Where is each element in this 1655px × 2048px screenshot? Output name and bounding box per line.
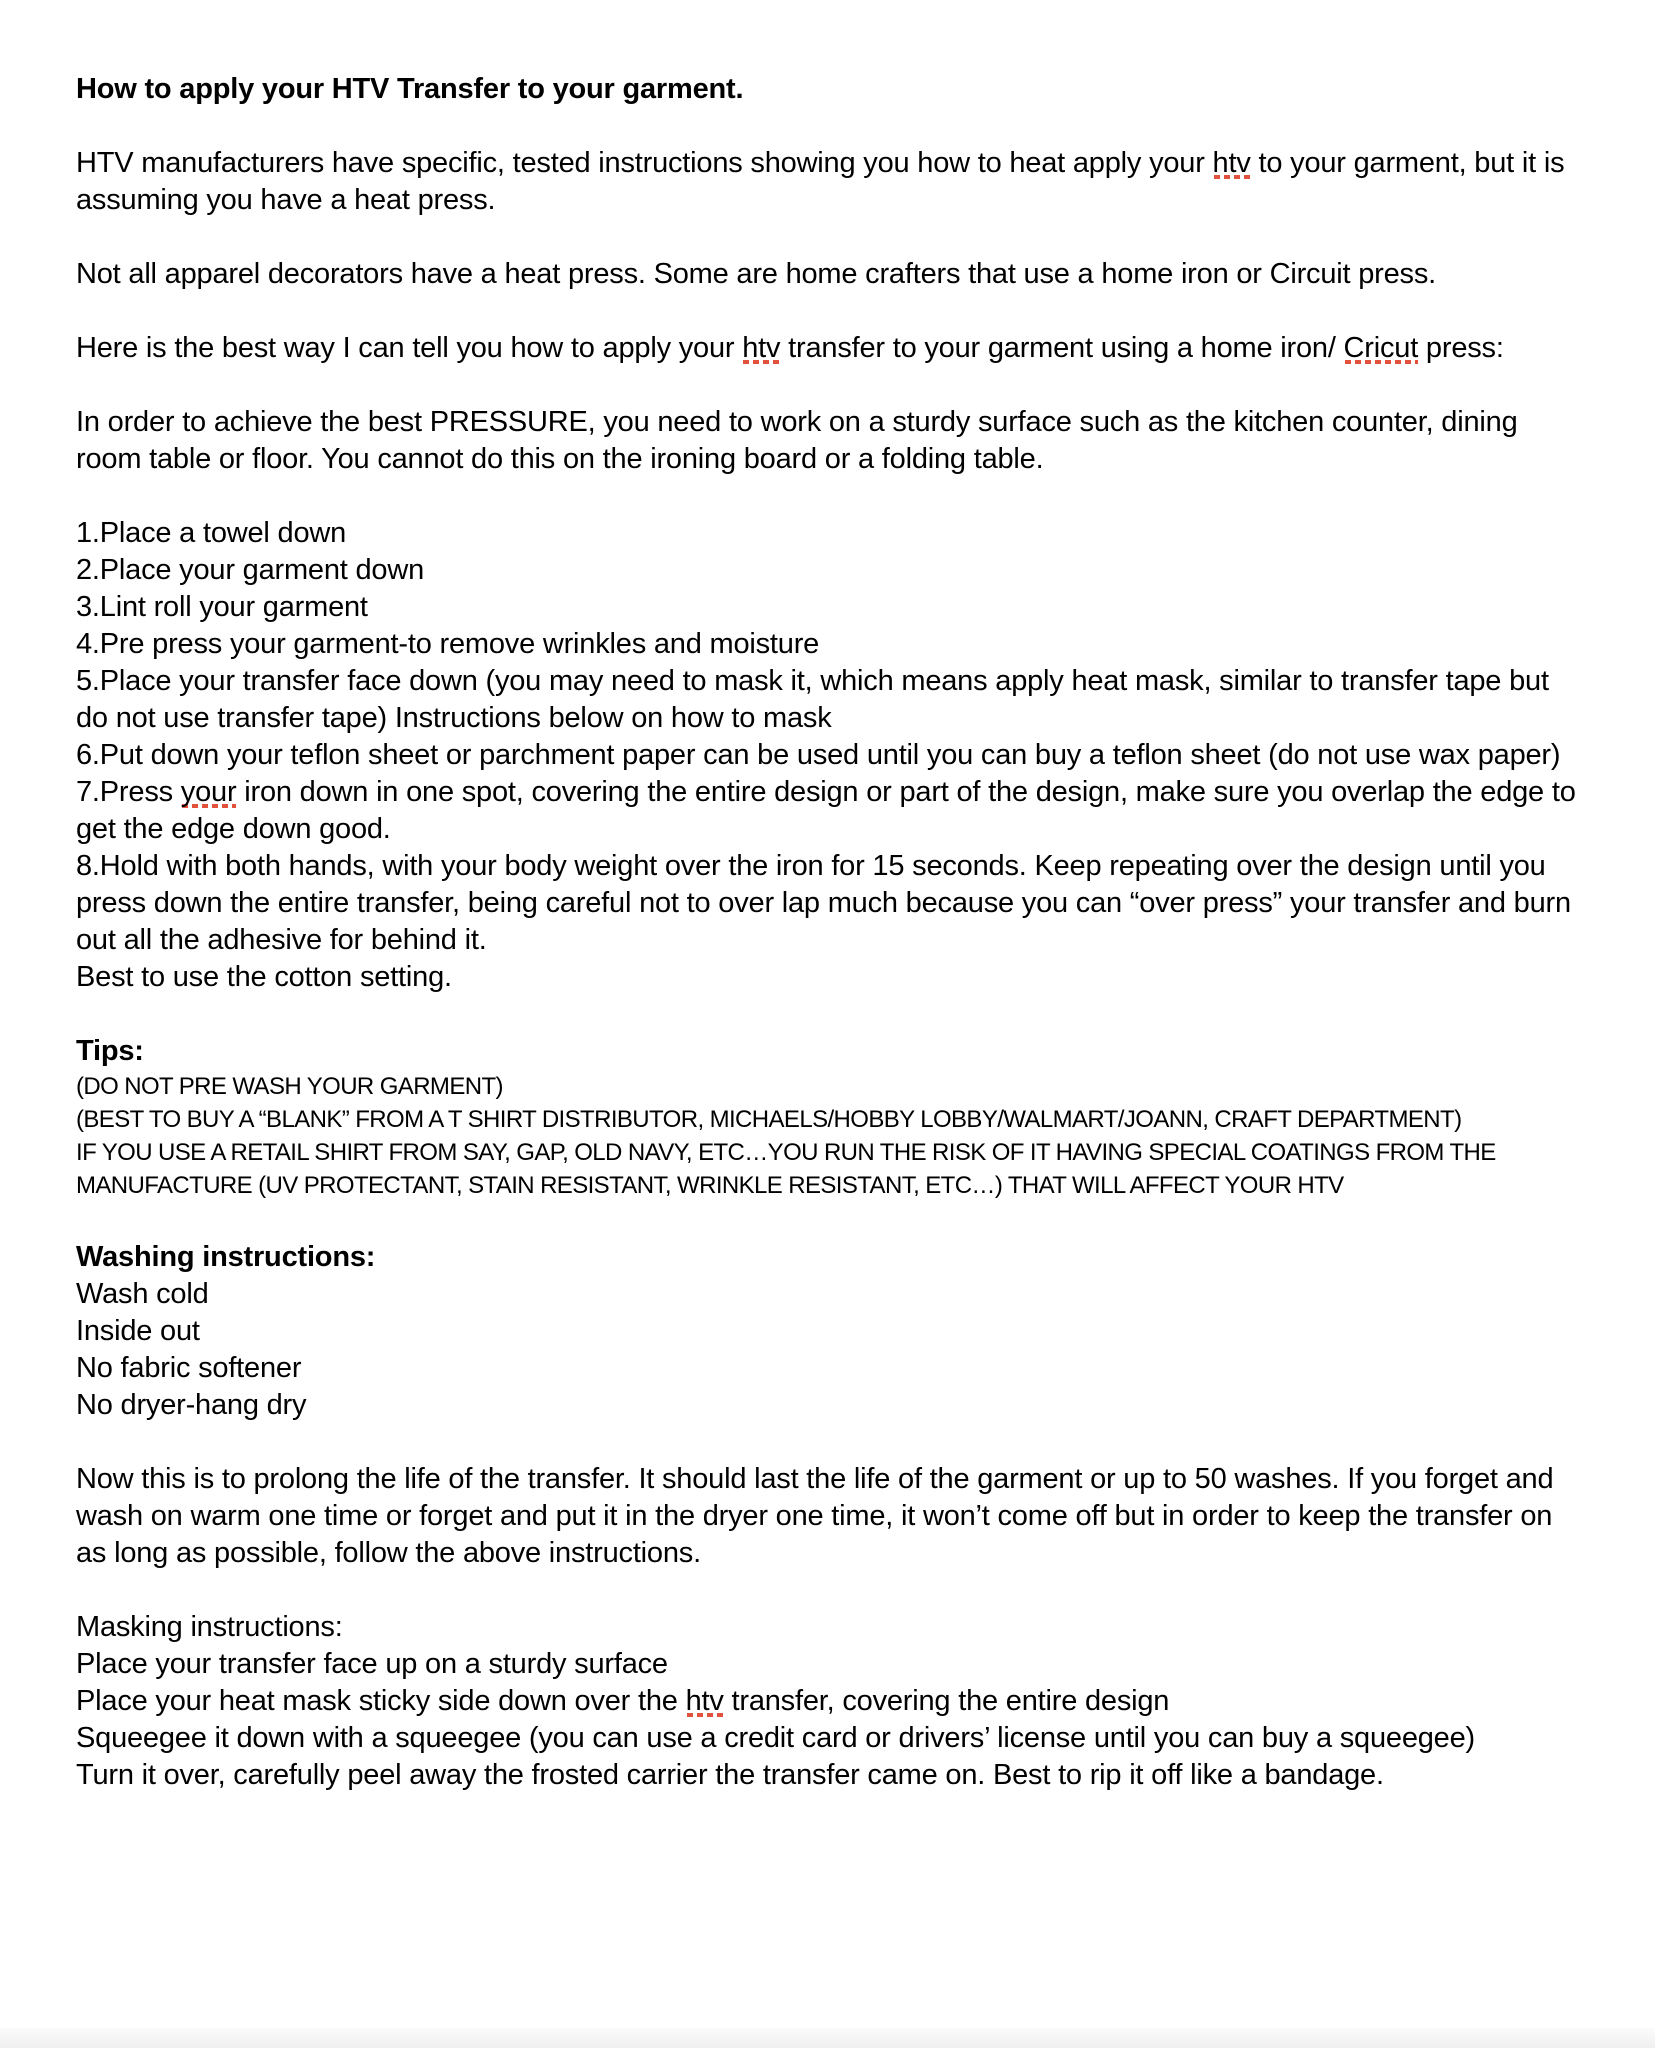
text-run: Place your heat mask sticky side down over the (76, 1685, 686, 1717)
paragraph-prolong (76, 1461, 1585, 1572)
masking-line (76, 1683, 1585, 1720)
misspelled-word: Cricut (1343, 332, 1419, 364)
tip-line: (BEST TO BUY A “BLANK” FROM A T SHIRT DISTRIBUTOR, MICHAELS/HOBBY LOBBY/WALMART/JOANN, CRAFT DEPARTMENT) (76, 1106, 1462, 1133)
paragraph-pressure (76, 404, 1585, 478)
doc-title: How to apply your HTV Transfer to your garment. (76, 73, 744, 105)
masking-line (76, 1720, 1585, 1757)
step-item (76, 774, 1585, 848)
misspelled-word: htv (685, 1685, 724, 1717)
text-run: to your garment, but it is assuming you have a heat press. (76, 147, 1565, 216)
washing-line: Inside out (76, 1315, 200, 1347)
text-run: Place your transfer face up on a sturdy surface (76, 1648, 668, 1680)
misspelled-word: your (180, 776, 237, 808)
washing-section (76, 1239, 1585, 1424)
text-run: iron down in one spot, covering the entire design or part of the design, make sure you overlap the edge to get the edge down good. (76, 776, 1576, 845)
step-item (76, 663, 1585, 737)
washing-heading: Washing instructions: (76, 1241, 376, 1273)
text-run: 1.Place a towel down (76, 517, 347, 549)
misspelled-word: htv (1212, 147, 1251, 179)
step-item-cotton-setting (76, 959, 1585, 996)
tips-heading: Tips: (76, 1035, 144, 1067)
paragraph-intro (76, 145, 1585, 219)
text-run: transfer, covering the entire design (723, 1685, 1170, 1717)
text-run: Now this is to prolong the life of the transfer. It should last the life of the garment or up to 50 washes. If you forget and wash on warm one time or forget and put it in the dryer one time, it won’t come off but in order to keep the transfer on as long as possible, follow the above instructions. (76, 1463, 1554, 1569)
step-item (76, 589, 1585, 626)
masking-section (76, 1609, 1585, 1794)
masking-line (76, 1646, 1585, 1683)
tips-section (76, 1033, 1585, 1202)
window-bottom-edge (0, 2028, 1655, 2048)
washing-line: No fabric softener (76, 1352, 302, 1384)
washing-line: No dryer-hang dry (76, 1389, 307, 1421)
steps-list (76, 515, 1585, 996)
text-run: In order to achieve the best PRESSURE, you need to work on a sturdy surface such as the kitchen counter, dining room table or floor. You cannot do this on the ironing board or a folding table. (76, 406, 1518, 475)
text-run: 4.Pre press your garment-to remove wrinkles and moisture (76, 628, 820, 660)
step-item (76, 515, 1585, 552)
washing-line: Wash cold (76, 1278, 209, 1310)
text-run: 3.Lint roll your garment (76, 591, 368, 623)
text-run: press: (1418, 332, 1504, 364)
paragraph-best-way (76, 330, 1585, 367)
step-item (76, 848, 1585, 959)
step-item (76, 626, 1585, 663)
text-run: Here is the best way I can tell you how to apply your (76, 332, 743, 364)
text-run: 6.Put down your teflon sheet or parchment paper can be used until you can buy a teflon sheet (do not use wax paper) (76, 739, 1561, 771)
text-run: Squeegee it down with a squeegee (you can use a credit card or drivers’ license until you can buy a squeegee) (76, 1722, 1475, 1754)
masking-heading: Masking instructions: (76, 1611, 343, 1643)
text-run: 8.Hold with both hands, with your body weight over the iron for 15 seconds. Keep repeating over the design until you press down the entire transfer, being careful not to over lap much because you can “over press” your transfer and burn out all the adhesive for behind it. (76, 850, 1571, 956)
misspelled-word: htv (742, 332, 781, 364)
text-run: 2.Place your garment down (76, 554, 425, 586)
step-item (76, 552, 1585, 589)
text-run: 5.Place your transfer face down (you may need to mask it, which means apply heat mask, similar to transfer tape but do not use transfer tape) Instructions below on how to mask (76, 665, 1549, 734)
text-run: Not all apparel decorators have a heat press. Some are home crafters that use a home iron or Circuit press. (76, 258, 1436, 290)
tip-line: IF YOU USE A RETAIL SHIRT FROM SAY, GAP, OLD NAVY, ETC…YOU RUN THE RISK OF IT HAVING SPECIAL COATINGS FROM THE MANUFACTURE (UV PROTECTANT, STAIN RESISTANT, WRINKLE RESISTANT, ETC…) THAT WILL AFFECT YOUR HTV (76, 1139, 1496, 1199)
text-run: HTV manufacturers have specific, tested instructions showing you how to heat apply your (76, 147, 1213, 179)
tip-line: (DO NOT PRE WASH YOUR GARMENT) (76, 1073, 503, 1100)
text-run: Best to use the cotton setting. (76, 961, 452, 993)
paragraph-not-all-decorators (76, 256, 1585, 293)
step-item (76, 737, 1585, 774)
text-run: 7.Press (76, 776, 181, 808)
text-run: transfer to your garment using a home iron/ (780, 332, 1344, 364)
text-run: Turn it over, carefully peel away the frosted carrier the transfer came on. Best to rip it off like a bandage. (76, 1759, 1384, 1791)
masking-line (76, 1757, 1585, 1794)
